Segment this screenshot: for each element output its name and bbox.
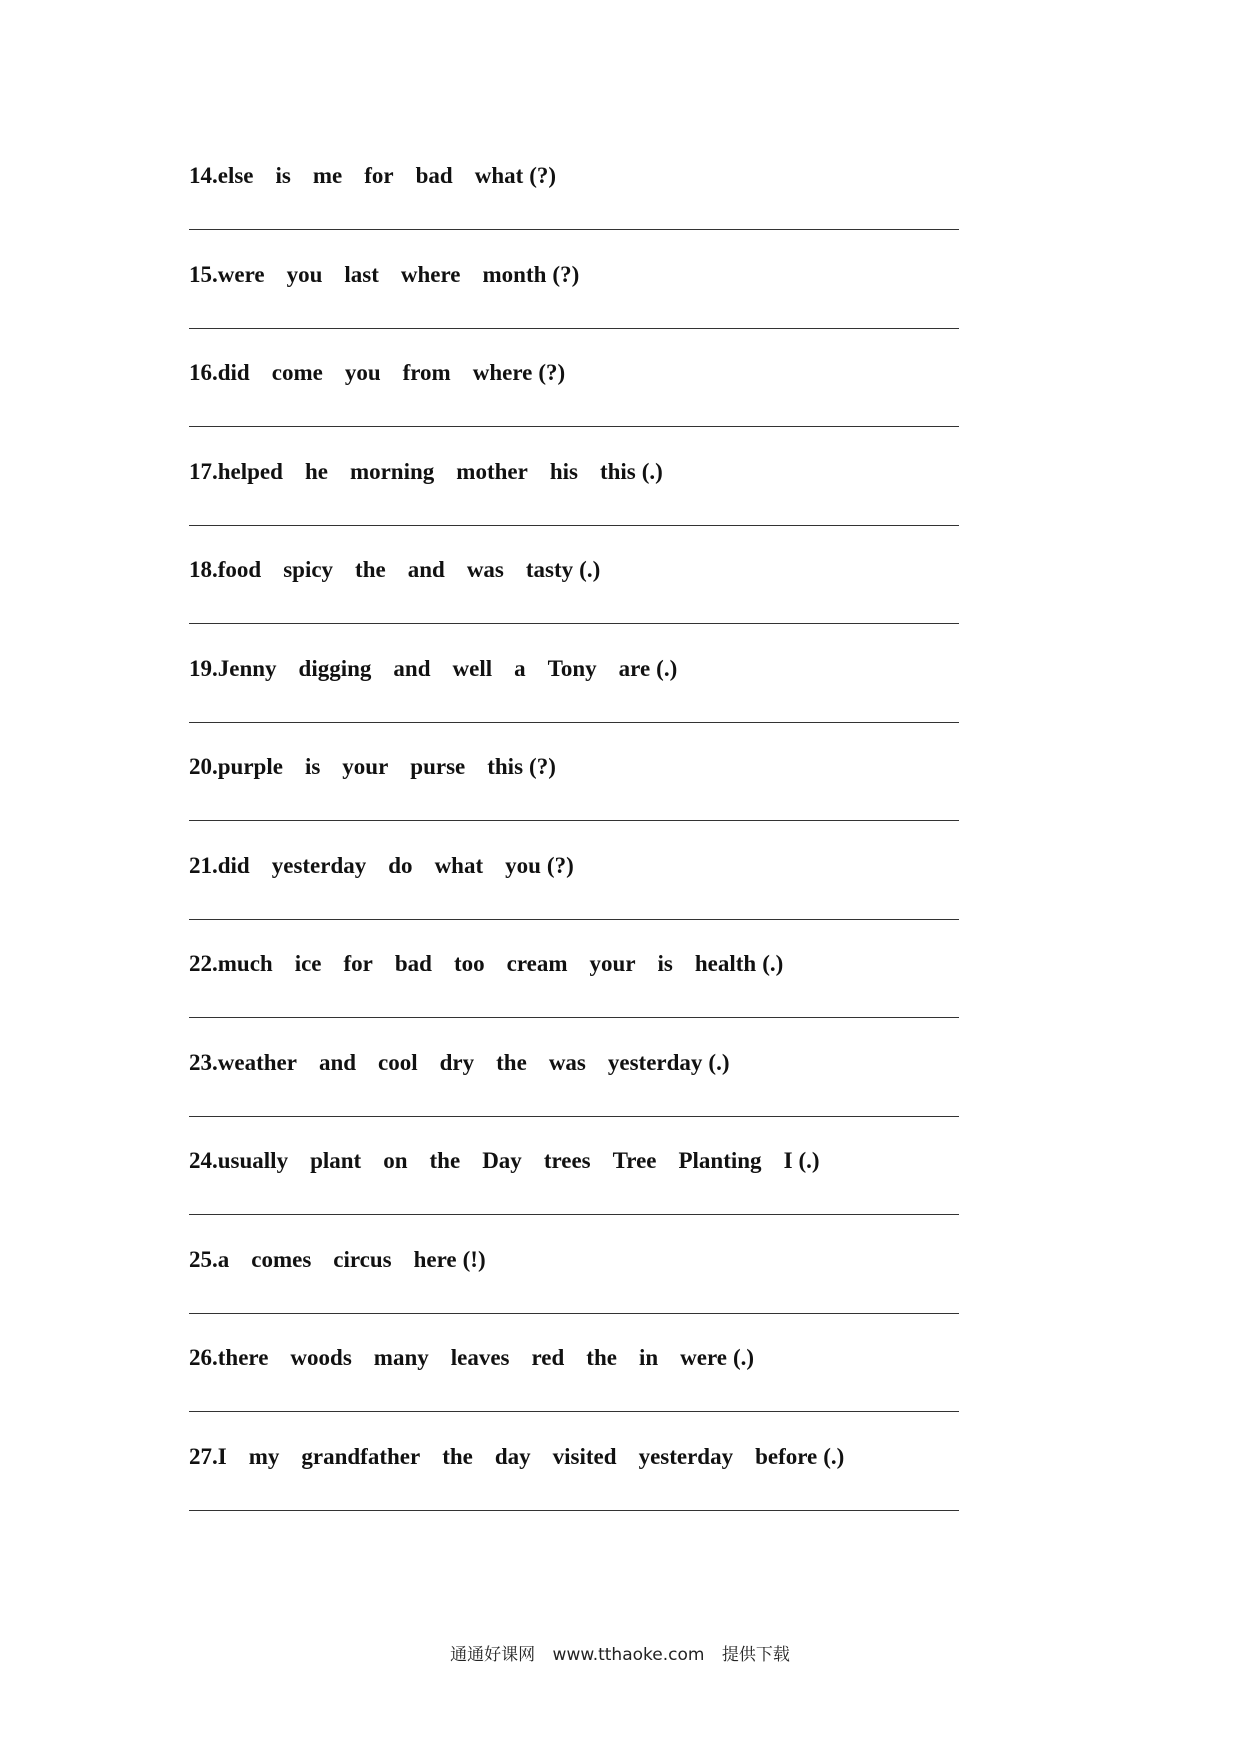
scrambled-word: day — [494, 1444, 531, 1469]
item-number: 16. — [189, 360, 218, 385]
scrambled-word: cool — [378, 1050, 418, 1075]
scrambled-word: yesterday — [638, 1444, 734, 1469]
scrambled-word: your — [589, 951, 636, 976]
exercise-item — [189, 944, 959, 1042]
answer-line[interactable] — [189, 722, 959, 723]
scrambled-word: bad — [415, 163, 453, 188]
scrambled-word: a — [217, 1247, 230, 1272]
scrambled-word: usually — [217, 1148, 289, 1173]
scrambled-word: Tony — [547, 656, 597, 681]
scrambled-word: you — [505, 853, 541, 878]
punctuation-hint: (?) — [529, 163, 557, 188]
scrambled-word: before — [755, 1444, 818, 1469]
scrambled-word: and — [393, 656, 431, 681]
scrambled-word: where — [400, 262, 461, 287]
scrambled-word: Planting — [678, 1148, 762, 1173]
scrambled-word: was — [548, 1050, 586, 1075]
item-number: 22. — [189, 951, 218, 976]
exercise-item — [189, 1338, 959, 1436]
scrambled-word: I — [783, 1148, 793, 1173]
scrambled-sentence — [189, 156, 556, 196]
exercise-item — [189, 747, 959, 845]
exercise-item — [189, 156, 959, 254]
scrambled-word: grandfather — [301, 1444, 421, 1469]
item-number: 14. — [189, 163, 218, 188]
scrambled-word: his — [549, 459, 578, 484]
scrambled-word: dry — [439, 1050, 475, 1075]
punctuation-hint: (.) — [708, 1050, 730, 1075]
exercise-item — [189, 1437, 959, 1535]
scrambled-word: for — [364, 163, 394, 188]
answer-line[interactable] — [189, 623, 959, 624]
scrambled-word: trees — [543, 1148, 591, 1173]
scrambled-word: is — [275, 163, 291, 188]
punctuation-hint: (.) — [656, 656, 678, 681]
footer-tagline: 提供下载 — [721, 1645, 790, 1665]
scrambled-word: the — [496, 1050, 527, 1075]
scrambled-word: me — [312, 163, 343, 188]
scrambled-sentence — [189, 944, 783, 984]
scrambled-word: what — [434, 853, 484, 878]
scrambled-word: yesterday — [607, 1050, 703, 1075]
scrambled-word: Day — [482, 1148, 522, 1173]
scrambled-word: from — [402, 360, 451, 385]
scrambled-sentence — [189, 1437, 844, 1477]
scrambled-word: this — [487, 754, 524, 779]
punctuation-hint: (.) — [798, 1148, 820, 1173]
item-number: 15. — [189, 262, 218, 287]
scrambled-word: comes — [251, 1247, 312, 1272]
scrambled-word: ice — [294, 951, 322, 976]
answer-line[interactable] — [189, 1411, 959, 1412]
scrambled-word: else — [217, 163, 254, 188]
footer-site-name: 通通好课网 — [450, 1645, 536, 1665]
scrambled-word: and — [318, 1050, 357, 1075]
scrambled-word: woods — [290, 1345, 352, 1370]
scrambled-sentence — [189, 452, 663, 492]
scrambled-sentence — [189, 1141, 820, 1181]
scrambled-word: there — [217, 1345, 269, 1370]
scrambled-word: is — [657, 951, 673, 976]
scrambled-word: helped — [217, 459, 283, 484]
scrambled-sentence — [189, 649, 677, 689]
exercise-item — [189, 550, 959, 648]
scrambled-word: do — [388, 853, 413, 878]
punctuation-hint: (?) — [552, 262, 580, 287]
exercise-item — [189, 1043, 959, 1141]
scrambled-sentence — [189, 255, 579, 295]
scrambled-word: Tree — [612, 1148, 657, 1173]
scrambled-word: this — [599, 459, 636, 484]
scrambled-word: purple — [217, 754, 283, 779]
scrambled-word: my — [248, 1444, 280, 1469]
punctuation-hint: (.) — [579, 557, 601, 582]
exercise-item — [189, 255, 959, 353]
page-footer — [0, 1640, 1240, 1665]
scrambled-sentence — [189, 747, 556, 787]
scrambled-word: your — [342, 754, 389, 779]
punctuation-hint: (!) — [462, 1247, 486, 1272]
answer-line[interactable] — [189, 1214, 959, 1215]
scrambled-word: much — [217, 951, 273, 976]
answer-line[interactable] — [189, 426, 959, 427]
scrambled-word: in — [638, 1345, 659, 1370]
answer-line[interactable] — [189, 229, 959, 230]
scrambled-word: you — [286, 262, 323, 287]
scrambled-sentence — [189, 1338, 754, 1378]
scrambled-sentence — [189, 353, 565, 393]
scrambled-word: well — [452, 656, 493, 681]
scrambled-word: too — [453, 951, 485, 976]
scrambled-word: weather — [217, 1050, 297, 1075]
scrambled-word: month — [482, 262, 547, 287]
answer-line[interactable] — [189, 328, 959, 329]
scrambled-word: was — [466, 557, 504, 582]
scrambled-word: plant — [310, 1148, 362, 1173]
scrambled-word: leaves — [450, 1345, 510, 1370]
scrambled-word: where — [472, 360, 533, 385]
punctuation-hint: (?) — [529, 754, 556, 779]
scrambled-word: purse — [410, 754, 466, 779]
scrambled-word: visited — [552, 1444, 617, 1469]
scrambled-word: for — [343, 951, 373, 976]
answer-line[interactable] — [189, 820, 959, 821]
scrambled-word: did — [217, 360, 250, 385]
scrambled-word: digging — [298, 656, 372, 681]
punctuation-hint: (.) — [732, 1345, 755, 1370]
scrambled-sentence — [189, 846, 574, 886]
exercise-item — [189, 1240, 959, 1338]
answer-line[interactable] — [189, 1017, 959, 1018]
scrambled-word: Jenny — [217, 656, 277, 681]
scrambled-sentence — [189, 1240, 486, 1280]
exercise-item — [189, 353, 959, 451]
scrambled-word: morning — [349, 459, 435, 484]
answer-line[interactable] — [189, 525, 959, 526]
scrambled-word: yesterday — [271, 853, 367, 878]
answer-line[interactable] — [189, 1510, 959, 1511]
exercise-item — [189, 649, 959, 747]
scrambled-word: cream — [506, 951, 568, 976]
punctuation-hint: (.) — [823, 1444, 845, 1469]
scrambled-word: are — [618, 656, 651, 681]
scrambled-word: were — [680, 1345, 727, 1370]
scrambled-word: last — [344, 262, 379, 287]
scrambled-word: on — [383, 1148, 408, 1173]
punctuation-hint: (.) — [641, 459, 663, 484]
scrambled-word: the — [355, 557, 386, 582]
item-number: 23. — [189, 1050, 218, 1075]
exercise-item — [189, 1141, 959, 1239]
scrambled-word: red — [531, 1345, 565, 1370]
scrambled-word: here — [413, 1247, 457, 1272]
item-number: 21. — [189, 853, 218, 878]
exercise-item — [189, 452, 959, 550]
scrambled-word: a — [514, 656, 526, 681]
scrambled-word: come — [271, 360, 323, 385]
scrambled-word: circus — [333, 1247, 392, 1272]
answer-line[interactable] — [189, 1116, 959, 1117]
item-number: 17. — [189, 459, 218, 484]
scrambled-word: the — [442, 1444, 473, 1469]
scrambled-word: tasty — [525, 557, 574, 582]
punctuation-hint: (?) — [538, 360, 566, 385]
scrambled-word: and — [407, 557, 445, 582]
scrambled-word: bad — [394, 951, 432, 976]
scrambled-word: he — [304, 459, 328, 484]
item-number: 26. — [189, 1345, 218, 1370]
scrambled-word: food — [217, 557, 262, 582]
item-number: 25. — [189, 1247, 218, 1272]
exercise-item — [189, 846, 959, 944]
scrambled-word: the — [586, 1345, 617, 1370]
scrambled-word: spicy — [283, 557, 334, 582]
scrambled-word: what — [474, 163, 524, 188]
scrambled-word: mother — [456, 459, 528, 484]
scrambled-word: did — [217, 853, 250, 878]
scrambled-word: I — [217, 1444, 227, 1469]
item-number: 20. — [189, 754, 218, 779]
scrambled-word: the — [429, 1148, 461, 1173]
scrambled-word: were — [217, 262, 265, 287]
scrambled-word: health — [694, 951, 757, 976]
item-number: 27. — [189, 1444, 218, 1469]
punctuation-hint: (.) — [762, 951, 784, 976]
scrambled-sentence — [189, 550, 600, 590]
item-number: 19. — [189, 656, 218, 681]
footer-url: www.tthaoke.com — [552, 1645, 705, 1665]
scrambled-word: is — [304, 754, 321, 779]
scrambled-word: you — [344, 360, 381, 385]
item-number: 18. — [189, 557, 218, 582]
item-number: 24. — [189, 1148, 218, 1173]
scrambled-word: many — [373, 1345, 429, 1370]
answer-line[interactable] — [189, 1313, 959, 1314]
answer-line[interactable] — [189, 919, 959, 920]
scrambled-sentence — [189, 1043, 729, 1083]
punctuation-hint: (?) — [546, 853, 574, 878]
